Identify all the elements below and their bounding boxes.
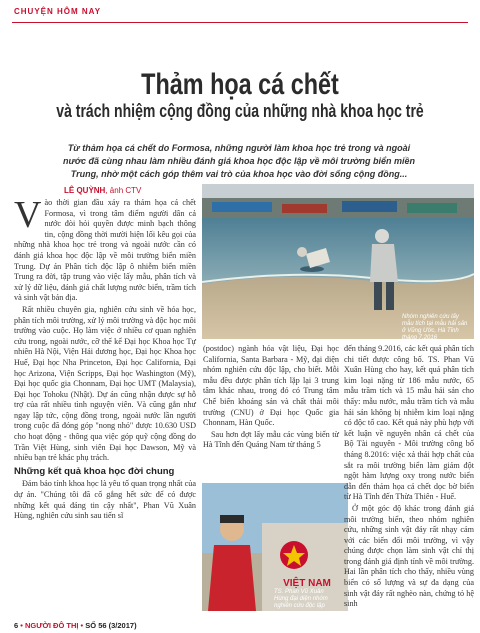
photo-caption: Nhóm nghiên cứu lấy mẫu tích tại mẫu hải sản ở Vũng Ước, Hà Tĩnh tháng 7.2016	[402, 314, 468, 339]
section-heading: Những kết quả khoa học đời chung	[14, 465, 175, 477]
drop-cap: V	[14, 194, 42, 236]
portrait-caption: TS. Phan Vũ Xuân Hùng đại diện nhóm nghiên cứu độc lập	[274, 589, 328, 609]
article-lede: Từ thảm họa cá chết do Formosa, những người làm khoa học trẻ trong và ngoài nước đã cùng nhau làm nhiều đánh giá khoa học độc lập về môi trường biển miền Trung, nhờ một cách góp thêm vai trò của khoa học vào đời sống cộng đồng...	[63, 143, 415, 179]
byline	[64, 186, 204, 195]
publication-name: NGƯỜI ĐÔ THỊ	[25, 621, 79, 630]
column-1	[14, 194, 196, 523]
article-title: Thảm họa cá chết	[141, 68, 339, 101]
section-divider	[12, 22, 468, 23]
paragraph: Rất nhiều chuyên gia, nghiên cứu sinh về hóa học, phân tích môi trường, xử lý môi trường và độc học môi trường vào cuộc. Họ làm việc ở nhiều cơ quan nghiên cứu trong, ngoài nước, cỡ thế kể Đại học Khoa học Tự nhiên Hà Nội, Viện Hải dương học, Đại học Khoa học Huế, Đại học Nha Princeton, Đại học California, Đại học Arizona, Viện Scripps, Đại học Washington (Mỹ), Đại học quốc gia Chonnam, Đại học UMT (Malaysia), Đại học Tohoku (Nhật). Dự án cũng nhận được sự hỗ trợ của rất nhiều tình nguyện viên. Và cũng gắn như ngay lập tức, cộng đồng trong, ngoài nước lần người trong cuộc đã đóng góp "nong nhỏ" được 10.630 USD cho hoạt động - thông qua việc góp quỹ cộng đồng do Trần Việt Hùng, sinh viên Đại học Dawson, Mỹ và nhiều bạn trẻ khác phụ trách.	[14, 304, 196, 463]
column-3	[344, 344, 474, 611]
issue-number: SỐ 56 (3/2017)	[85, 621, 137, 630]
article-subtitle: và trách nhiệm cộng đồng của những nhà khoa học trẻ	[56, 101, 424, 121]
paragraph: Vào thời gian đầu xảy ra thảm họa cá chết Formosa, vì trong tâm điểm người dân cả nước đòi hỏi quyền được minh bạch thông tin, cộng đồng thời mười hiện lối kêu gọi của những nhà khoa học trẻ trong và ngoài nước cần có đánh giá khoa học độc lập về môi trường biển miền Trung. Dự án Phân tích độc lập ô nhiễm biển miền Trung ra đời, tập trung vào việc lấy mẫu, phân tích và xử lý dữ liệu, đánh giá chất lượng nước biển, trầm tích và sinh vật bản địa.	[14, 194, 196, 303]
paragraph: đến tháng 9.2016, các kết quả phân tích chi tiết được công bố. TS. Phan Vũ Xuân Hùng cho hay, kết quả phân tích kim loại nặng từ 186 mẫu nước, 65 mẫu trầm tích và 15 mẫu hải sản cho thấy: mẫu nước, mẫu trầm tích và mẫu hải sản không bị nhiễm kim loại nặng có độc tố cao. Kết quả này phù hợp với kết luận về nguyên nhân cá chết của Bộ Tài nguyên - Môi trường công bố tháng 8.2016: việc xả thải hợp chất của sắt ra môi trường biển làm giảm đột ngột hàm lượng oxy trong nước biển dẫn đến thảm họa cá chết dọc bờ biển từ Hà Tĩnh đến Thừa Thiên - Huế.	[344, 344, 474, 502]
paragraph: Ở một góc độ khác trong đánh giá môi trường biển, theo nhóm nghiên cứu, những sinh vật đáy rất nhạy cảm với các biến đổi môi trường, vì vậy chúng được chọn làm sinh vật chỉ thị trong đánh giá định tính về môi trường. Hai lần phân tích cho thấy, nhiều vùng biển có số lượng và sự đa dạng của sinh vật đáy rất nghèo nàn, chứng tỏ hệ sinh	[344, 503, 474, 609]
portrait-photo	[202, 483, 348, 611]
byline-credit: , ảnh CTV	[105, 186, 142, 195]
beach-sampling-photo	[202, 184, 474, 339]
footer-separator: •	[20, 621, 23, 630]
section-label: CHUYỆN HÔM NAY	[14, 7, 102, 16]
column-2	[203, 344, 339, 452]
vietnam-sign-text: VIỆT NAM	[283, 578, 331, 589]
page-footer	[14, 621, 137, 630]
page-number: 6	[14, 621, 19, 630]
footer-separator: •	[80, 621, 84, 630]
byline-author: LÊ QUỲNH	[64, 186, 106, 195]
paragraph: Sau hơn đợt lấy mẫu các vùng biển từ Hà Tĩnh đến Quảng Nam từ tháng 5	[203, 429, 339, 450]
paragraph: (postdoc) ngành hóa vật liệu, Đại học California, Santa Barbara - Mỹ, đại diện nhóm nghiên cứu độc lập, cho biết. Mỗi mẫu đều được phân tích lặp lại 3 trung tâm khác nhau, trong đó có Trung tâm Chế biến khoáng sản và chất thải môi trường (CNU) ở Đại học Quốc gia Chonnam, Hàn Quốc.	[203, 344, 339, 428]
paragraph: Đảm bảo tính khoa học là yêu tố quan trọng nhất của dự án. "Chúng tôi đã cố gắng hết sức để có được những kết quả đáng tin cậy nhất", Phan Vũ Xuân Hùng, nghiên cứu sinh sau tiến sĩ	[14, 479, 196, 521]
